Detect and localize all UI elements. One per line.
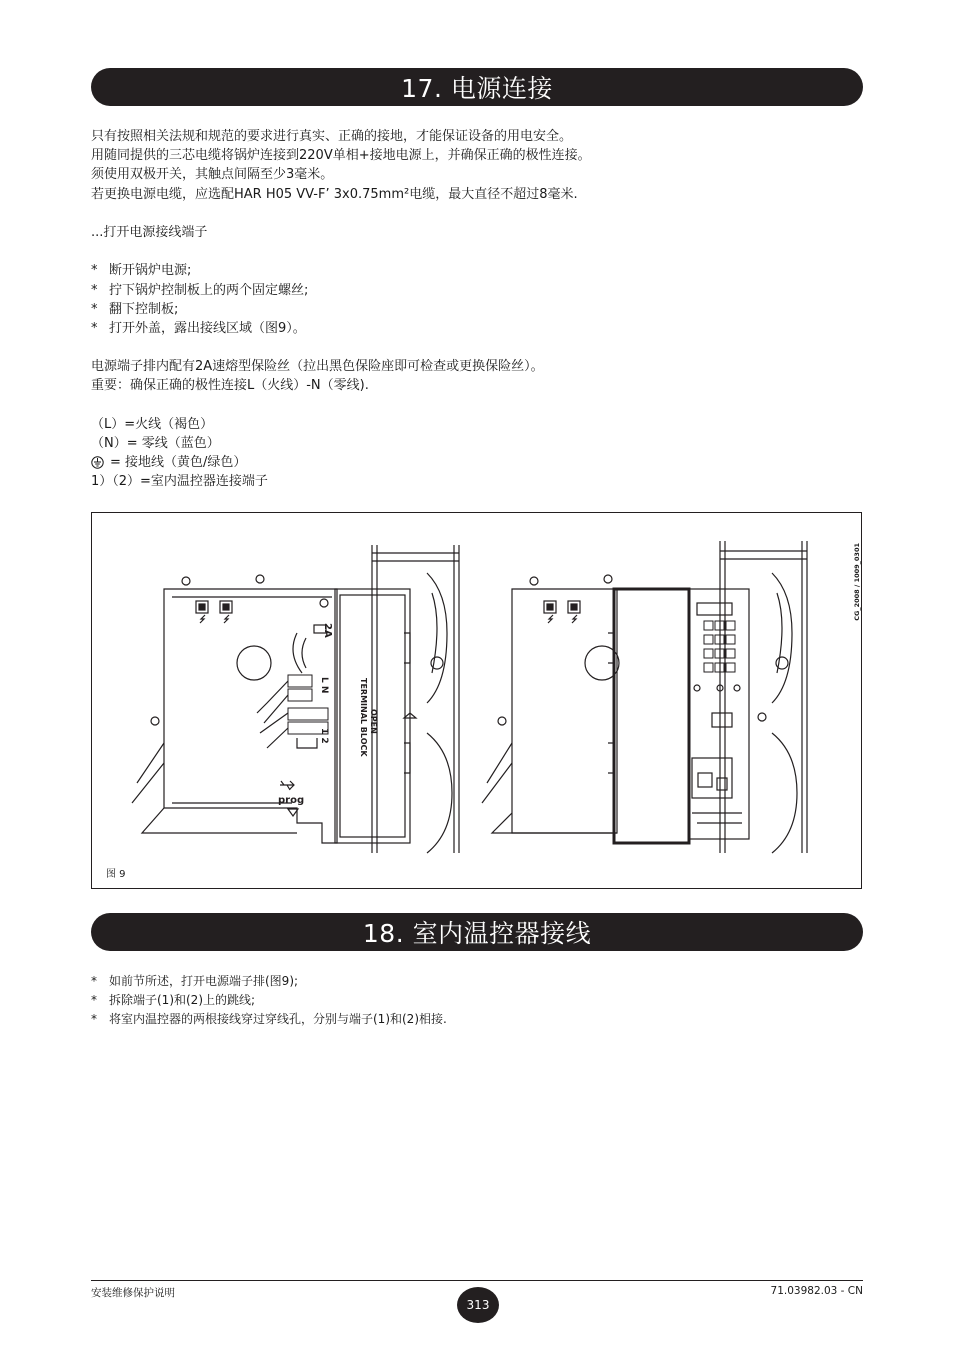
legend-thermostat: 1）（2）=室内温控器连接端子 [91,474,268,490]
step-item: * 翻下控制板; [91,301,179,317]
step-item: * 将室内温控器的两根接线穿过穿线孔，分别与端子(1)和(2)相接. [91,1012,447,1027]
figure-9 [91,512,862,889]
legend-live: （L）=火线（褐色） [91,416,214,432]
section-18-body [91,972,447,1030]
step-item: * 如前节所述，打开电源端子排(图9); [91,974,299,988]
footer-doc-code: 71.03982.03 - CN [770,1285,863,1297]
intro-line: 只有按照相关法规和规范的要求进行真实、正确的接地，才能保证设备的用电安全。 [91,129,573,144]
terminal-block-diagram [92,513,863,890]
step-item: * 断开锅炉电源; [91,263,192,279]
section-17-body [91,127,591,492]
ln-label: L N [319,677,329,694]
figure-code: CG_2008 / 1009_0301 [853,543,861,621]
terminal-12-label: 1 2 [319,728,329,744]
earth-symbol-icon [91,456,104,469]
open-terminal-heading: ...打开电源接线端子 [91,224,208,240]
figure-caption: 图 9 [106,869,126,880]
footer-manual-title: 安装维修保护说明 [91,1287,175,1299]
fuse-label: 2A [322,623,333,638]
intro-line: 用随同提供的三芯电缆将锅炉连接到220V单相+接地电源上，并确保正确的极性连接。 [91,148,591,164]
terminal-block-label: TERMINAL BLOCK [359,678,368,757]
intro-line: 若更换电源电缆，应选配HAR H05 VV-F’ 3x0.75mm²电缆，最大直径不超过8毫米. [91,186,578,202]
footer-divider [91,1280,863,1281]
fuse-note: 电源端子排内配有2A速熔型保险丝（拉出黑色保险座即可检查或更换保险丝）。 [91,359,544,375]
polarity-warning: 重要：确保正确的极性连接L（火线）-N（零线). [91,378,369,394]
step-item: * 拆除端子(1)和(2)上的跳线; [91,993,256,1008]
step-item: * 打开外盖，露出接线区域（图9）。 [91,320,306,336]
legend-neutral: （N）= 零线（蓝色） [91,436,220,451]
prog-label: prog [278,795,305,806]
legend-earth: = 接地线（黄色/绿色） [91,453,591,472]
step-item: * 拧下锅炉控制板上的两个固定螺丝; [91,282,309,298]
page-number: 313 [457,1287,499,1323]
intro-line: 须使用双极开关，其触点间隔至少3毫米。 [91,167,334,183]
section-18-title: 18. 室内温控器接线 [91,913,863,951]
section-17-title: 17. 电源连接 [91,68,863,106]
open-label: OPEN [369,709,378,734]
